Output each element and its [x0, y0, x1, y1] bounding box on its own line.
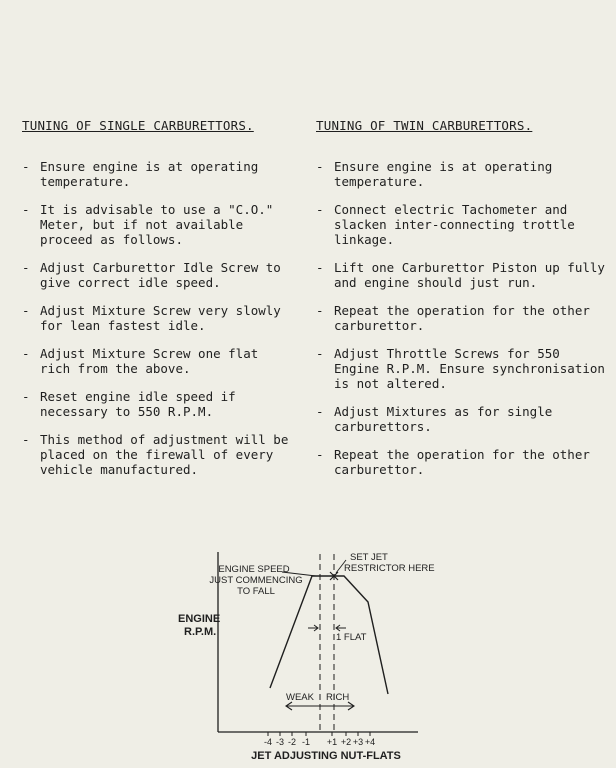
single-step	[22, 202, 292, 247]
flat-arrow-left	[308, 625, 318, 631]
single-carburettor-section	[22, 118, 292, 490]
twin-step	[316, 260, 606, 290]
x-tick-label: +2	[340, 737, 352, 747]
twin-steps-list	[316, 159, 606, 477]
anno-speed-line3: TO FALL	[237, 586, 275, 597]
twin-step-text: Connect electric Tachometer and slacken inter-connecting trottle linkage.	[334, 202, 575, 247]
anno-speed-line1: ENGINE SPEED	[218, 564, 290, 575]
rich-label: RICH	[326, 692, 350, 703]
single-step-text: Reset engine idle speed if necessary to 550 R.P.M.	[40, 389, 236, 419]
bullet-dash: -	[22, 432, 30, 447]
single-step	[22, 159, 292, 189]
single-step-text: It is advisable to use a "C.O." Meter, but if not available proceed as follows.	[40, 202, 274, 247]
x-tick-label: -4	[263, 737, 273, 747]
twin-step-text: Adjust Throttle Screws for 550 Engine R.P.M. Ensure synchronisation is not altered.	[334, 346, 605, 391]
twin-section-heading: TUNING OF TWIN CARBURETTORS.	[316, 118, 533, 133]
anno-speed-line2: JUST COMMENCING	[209, 575, 303, 586]
twin-step	[316, 159, 606, 189]
bullet-dash: -	[316, 346, 324, 361]
twin-step-text: Adjust Mixtures as for single carburettors.	[334, 404, 553, 434]
x-axis-label: JET ADJUSTING NUT-FLATS	[251, 750, 401, 762]
x-tick-label: -3	[275, 737, 285, 747]
single-step-text: Adjust Mixture Screw one flat rich from the above.	[40, 346, 259, 376]
bullet-dash: -	[316, 260, 324, 275]
flat-arrow-right	[336, 625, 346, 631]
bullet-dash: -	[22, 389, 30, 404]
single-step	[22, 346, 292, 376]
single-step	[22, 260, 292, 290]
anno-set-line2: RESTRICTOR HERE	[344, 563, 435, 574]
single-step-text: Adjust Carburettor Idle Screw to give correct idle speed.	[40, 260, 281, 290]
y-label-rpm: R.P.M.	[184, 626, 217, 638]
anno-set-line1: SET JET	[350, 552, 388, 563]
rpm-curve	[270, 576, 388, 694]
single-steps-list	[22, 159, 292, 477]
twin-step-text: Ensure engine is at operating temperature.	[334, 159, 553, 189]
bullet-dash: -	[22, 202, 30, 217]
rich-arrow	[320, 702, 354, 710]
single-section-heading: TUNING OF SINGLE CARBURETTORS.	[22, 118, 254, 133]
bullet-dash: -	[22, 346, 30, 361]
twin-step-text: Repeat the operation for the other carburettor.	[334, 447, 590, 477]
bullet-dash: -	[316, 404, 324, 419]
flat-label: 1 FLAT	[336, 632, 367, 643]
single-step-text: Ensure engine is at operating temperature.	[40, 159, 259, 189]
x-tick-label: +4	[364, 737, 376, 747]
weak-arrow	[286, 702, 320, 710]
twin-step-text: Lift one Carburettor Piston up fully and engine should just run.	[334, 260, 605, 290]
y-label-engine: ENGINE	[178, 613, 221, 625]
twin-carburettor-section	[316, 118, 606, 490]
single-step	[22, 432, 292, 477]
twin-step	[316, 202, 606, 247]
single-step	[22, 389, 292, 419]
bullet-dash: -	[316, 303, 324, 318]
bullet-dash: -	[22, 303, 30, 318]
x-ticks	[264, 732, 375, 747]
bullet-dash: -	[22, 159, 30, 174]
x-tick-label: -2	[287, 737, 297, 747]
single-step-text: Adjust Mixture Screw very slowly for lean fastest idle.	[40, 303, 281, 333]
mixture-diagram	[170, 540, 450, 766]
twin-step	[316, 447, 606, 477]
bullet-dash: -	[22, 260, 30, 275]
bullet-dash: -	[316, 447, 324, 462]
single-step-text: This method of adjustment will be placed on the firewall of every vehicle manufactured.	[40, 432, 289, 477]
twin-step	[316, 303, 606, 333]
twin-step	[316, 404, 606, 434]
bullet-dash: -	[316, 202, 324, 217]
x-tick-label: -1	[301, 737, 311, 747]
x-tick-label: +3	[352, 737, 364, 747]
x-tick-label: +1	[326, 737, 338, 747]
weak-label: WEAK	[286, 692, 314, 703]
twin-step-text: Repeat the operation for the other carburettor.	[334, 303, 590, 333]
twin-step	[316, 346, 606, 391]
single-step	[22, 303, 292, 333]
bullet-dash: -	[316, 159, 324, 174]
